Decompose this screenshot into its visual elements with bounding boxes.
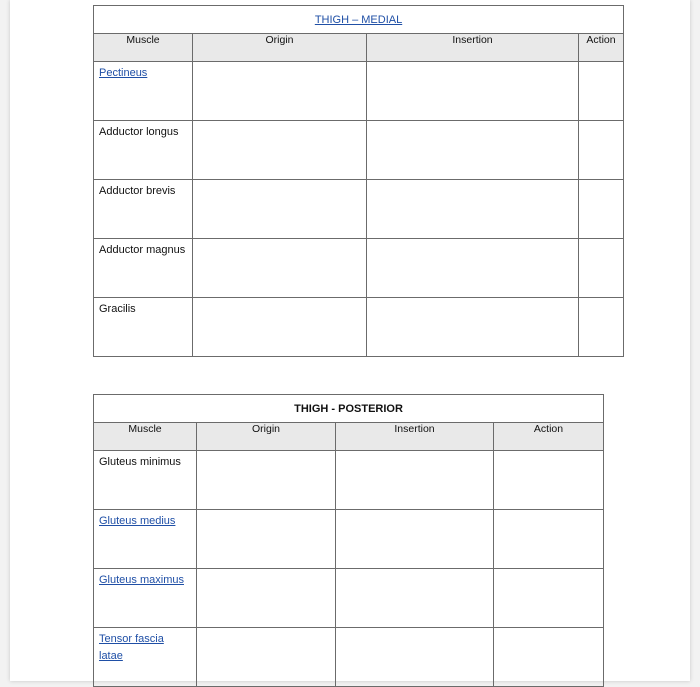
insertion-cell[interactable] (367, 298, 579, 357)
insertion-cell[interactable] (367, 239, 579, 298)
origin-cell[interactable] (197, 628, 336, 687)
thigh-medial-table (93, 5, 624, 357)
table-row (94, 451, 604, 510)
origin-cell[interactable] (193, 180, 367, 239)
muscle-cell (94, 62, 193, 121)
muscle-cell (94, 298, 193, 357)
table-title-cell (94, 395, 604, 423)
muscle-name: Adductor brevis (99, 185, 176, 197)
muscle-cell (94, 451, 197, 510)
table-row (94, 62, 624, 121)
table-row (94, 239, 624, 298)
origin-cell[interactable] (197, 510, 336, 569)
table-row (94, 510, 604, 569)
muscle-name: Adductor longus (99, 126, 179, 138)
insertion-cell[interactable] (367, 121, 579, 180)
muscle-cell (94, 121, 193, 180)
muscle-name: Gracilis (99, 303, 136, 315)
thigh-posterior-table (93, 394, 604, 687)
column-header-insertion: Insertion (336, 423, 494, 451)
muscle-cell (94, 510, 197, 569)
table-title-cell (94, 6, 624, 34)
table-title[interactable]: THIGH – MEDIAL (314, 13, 403, 26)
insertion-cell[interactable] (336, 451, 494, 510)
table-row (94, 121, 624, 180)
document-page (10, 0, 690, 681)
muscle-name: Adductor magnus (99, 244, 186, 256)
action-cell[interactable] (579, 62, 624, 121)
insertion-cell[interactable] (367, 62, 579, 121)
muscle-name: Gluteus minimus (99, 456, 181, 468)
column-header-origin: Origin (193, 34, 367, 62)
insertion-cell[interactable] (336, 628, 494, 687)
insertion-cell[interactable] (336, 569, 494, 628)
origin-cell[interactable] (193, 121, 367, 180)
table-row (94, 628, 604, 687)
origin-cell[interactable] (197, 451, 336, 510)
column-header-muscle: Muscle (94, 423, 197, 451)
origin-cell[interactable] (193, 239, 367, 298)
muscle-name-link[interactable]: Gluteus maximus (99, 574, 184, 586)
action-cell[interactable] (494, 628, 604, 687)
action-cell[interactable] (579, 298, 624, 357)
table-row (94, 569, 604, 628)
action-cell[interactable] (494, 510, 604, 569)
table-row (94, 180, 624, 239)
muscle-cell (94, 180, 193, 239)
column-header-action: Action (494, 423, 604, 451)
muscle-name-link[interactable]: Gluteus medius (99, 515, 176, 527)
table-header-row (94, 423, 604, 451)
muscle-cell (94, 239, 193, 298)
origin-cell[interactable] (197, 569, 336, 628)
column-header-action: Action (579, 34, 624, 62)
table-row (94, 298, 624, 357)
table-title: THIGH - POSTERIOR (294, 402, 403, 415)
action-cell[interactable] (494, 569, 604, 628)
origin-cell[interactable] (193, 298, 367, 357)
action-cell[interactable] (579, 239, 624, 298)
muscle-name-link[interactable]: Pectineus (99, 67, 148, 79)
insertion-cell[interactable] (336, 510, 494, 569)
action-cell[interactable] (579, 180, 624, 239)
action-cell[interactable] (579, 121, 624, 180)
muscle-name-link[interactable]: Tensor fascia latae (99, 633, 164, 662)
origin-cell[interactable] (193, 62, 367, 121)
insertion-cell[interactable] (367, 180, 579, 239)
column-header-muscle: Muscle (94, 34, 193, 62)
column-header-origin: Origin (197, 423, 336, 451)
column-header-insertion: Insertion (367, 34, 579, 62)
muscle-cell (94, 628, 197, 687)
action-cell[interactable] (494, 451, 604, 510)
table-header-row (94, 34, 624, 62)
muscle-cell (94, 569, 197, 628)
